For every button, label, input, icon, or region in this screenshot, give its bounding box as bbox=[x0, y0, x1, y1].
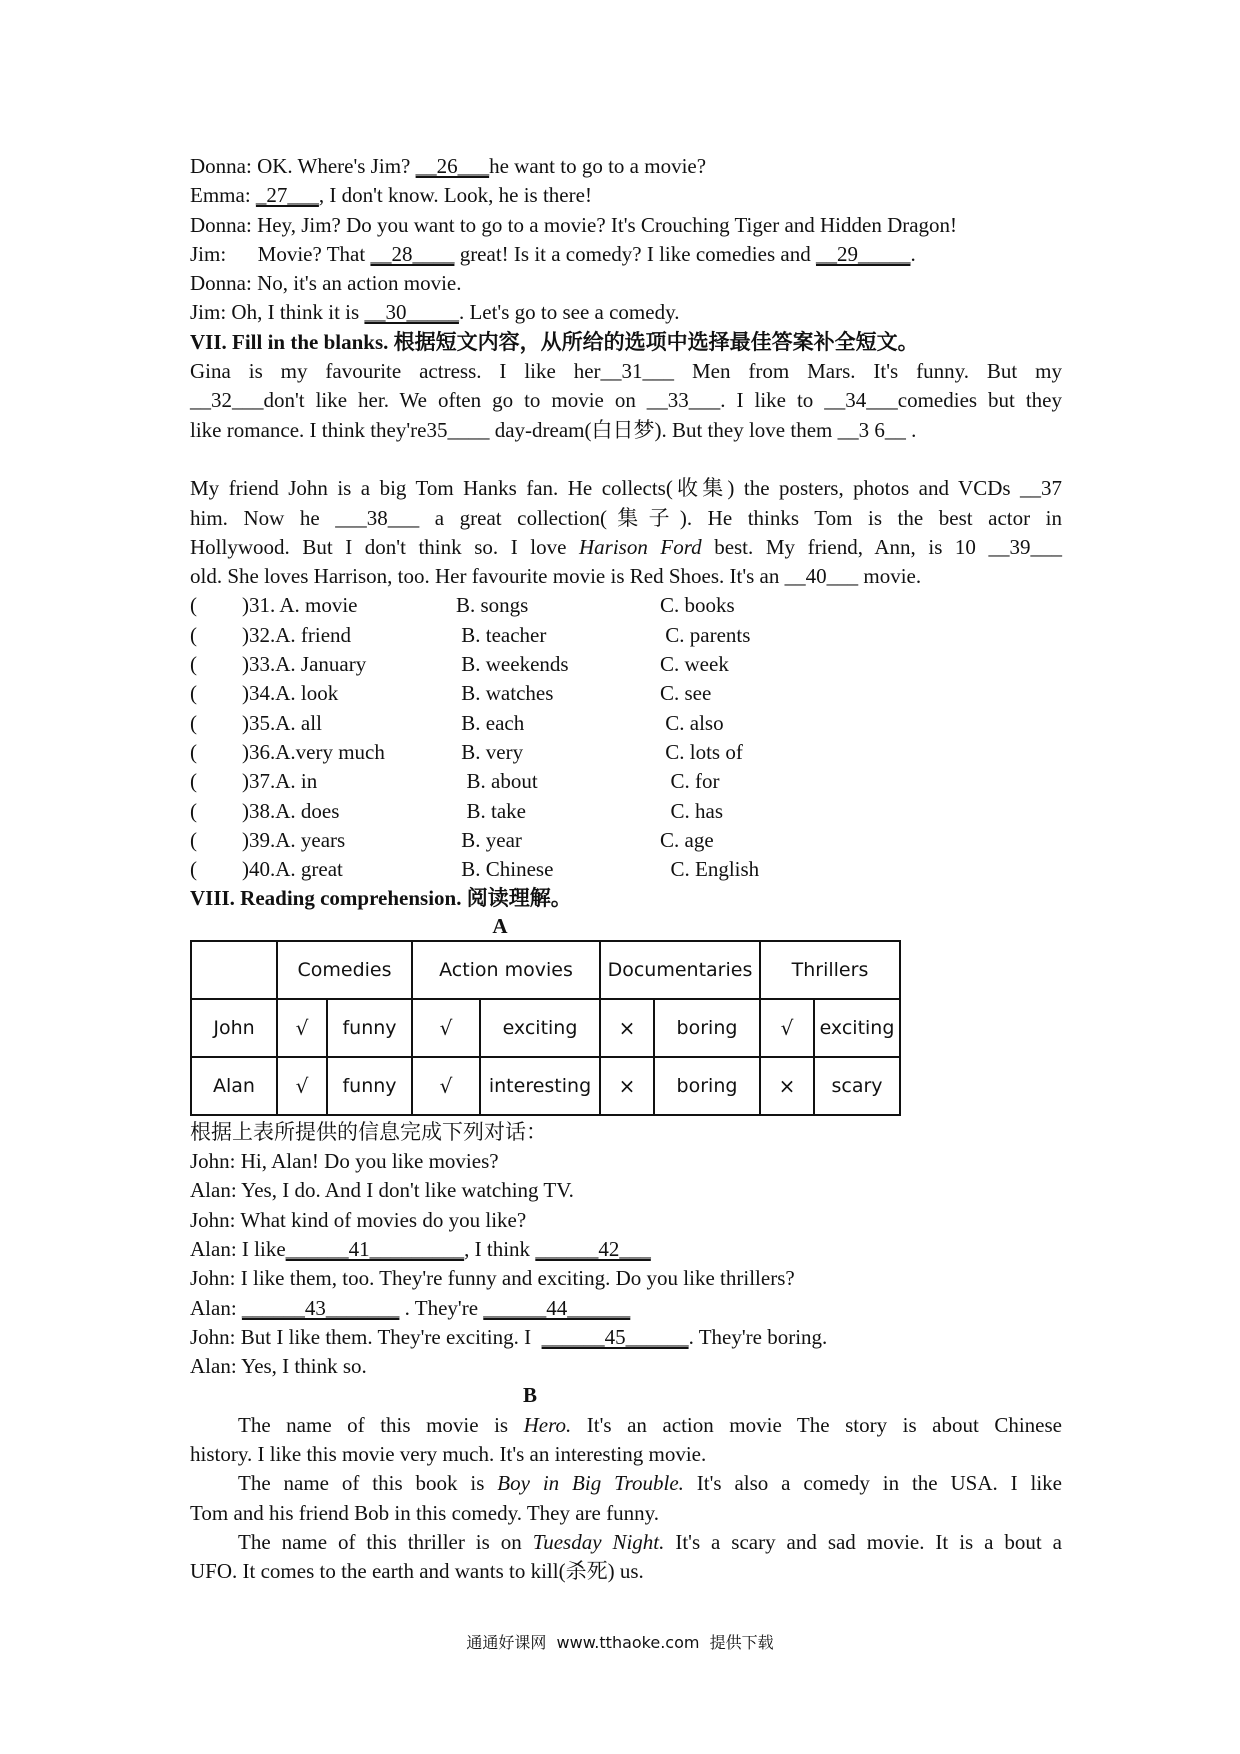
passage-line: old. She loves Harrison, too. Her favourite movie is Red Shoes. It's an __40___ movie. bbox=[190, 564, 922, 589]
option-row: ( )36.A.very much B. very C. lots of bbox=[190, 739, 743, 764]
page-footer: 通通好课网 www.tthaoke.com 提供下载 bbox=[466, 1633, 774, 1652]
table-cell: × bbox=[600, 1057, 654, 1115]
passage-line: like romance. I think they're35____ day-dream(白日梦). But they love them __3 6__ . bbox=[190, 417, 917, 442]
table-cell: √ bbox=[760, 999, 814, 1057]
option-row: ( )32.A. friend B. teacher C. parents bbox=[190, 622, 751, 647]
blank-26: __26___ bbox=[415, 154, 490, 178]
blank-30: __30_____ bbox=[364, 300, 459, 325]
option-row: ( )37.A. in B. about C. for bbox=[190, 769, 720, 794]
table-cell: exciting bbox=[480, 999, 600, 1057]
dialogue-line: John: I like them, too. They're funny and exciting. Do you like thrillers? bbox=[190, 1266, 795, 1291]
passage-line: Tom and his friend Bob in this comedy. They are funny. bbox=[190, 1500, 659, 1525]
passage-line: The name of this movie is Hero. It's an action movie The story is about Chinese bbox=[238, 1412, 1062, 1437]
passage-line: My friend John is a big Tom Hanks fan. He collects(收集) the posters, photos and VCDs __37 bbox=[190, 476, 1062, 501]
dialogue-line: Emma: _27___, I don't know. Look, he is there! bbox=[190, 183, 592, 208]
dialogue-block bbox=[190, 152, 1062, 328]
table-cell: √ bbox=[412, 1057, 480, 1115]
blank-42: ______42___ bbox=[535, 1236, 651, 1261]
table-cell: × bbox=[760, 1057, 814, 1115]
passage-line: The name of this book is Boy in Big Trouble. It's also a comedy in the USA. I like bbox=[238, 1471, 1063, 1496]
table-cell-name: Alan bbox=[191, 1057, 277, 1115]
dialogue-line: John: What kind of movies do you like? bbox=[190, 1207, 527, 1232]
table-cell: funny bbox=[327, 999, 412, 1057]
spacer bbox=[190, 445, 1062, 474]
option-row: ( )35.A. all B. each C. also bbox=[190, 710, 724, 735]
passage-line: Hollywood. But I don't think so. I love Harison Ford best. My friend, Ann, is 10 __39___ bbox=[190, 534, 1062, 559]
option-row: ( )38.A. does B. take C. has bbox=[190, 798, 723, 823]
dialogue-line: Alan: Yes, I do. And I don't like watching TV. bbox=[190, 1178, 574, 1203]
table-header-cell: Documentaries bbox=[600, 941, 760, 999]
passage-line: history. I like this movie very much. It's an interesting movie. bbox=[190, 1441, 707, 1466]
instruction-text: 根据上表所提供的信息完成下列对话： bbox=[190, 1119, 547, 1144]
dialogue-line: John: But I like them. They're exciting. I ______45______. They're boring. bbox=[190, 1324, 828, 1349]
dialogue-line: Jim: Movie? That __28____ great! Is it a comedy? I like comedies and __29_____. bbox=[190, 241, 916, 266]
passage-line: Gina is my favourite actress. I like her__31___ Men from Mars. It's funny. But my bbox=[190, 359, 1062, 384]
movie-preferences-table bbox=[190, 940, 901, 1116]
dialogue-line: Donna: No, it's an action movie. bbox=[190, 271, 462, 296]
table-cell: √ bbox=[412, 999, 480, 1057]
dialogue-line: Donna: OK. Where's Jim? __26___he want to go to a movie? bbox=[190, 154, 707, 178]
table-header-cell bbox=[191, 941, 277, 999]
table-cell: √ bbox=[277, 1057, 327, 1115]
table-header-cell: Comedies bbox=[277, 941, 412, 999]
table-cell: √ bbox=[277, 999, 327, 1057]
dialogue-line: John: Hi, Alan! Do you like movies? bbox=[190, 1149, 499, 1174]
table-cell: interesting bbox=[480, 1057, 600, 1115]
table-cell: × bbox=[600, 999, 654, 1057]
part-a-label: A bbox=[492, 913, 508, 938]
section-heading-vii: VII. Fill in the blanks. 根据短文内容，从所给的选项中选择最佳答案补全短文。 bbox=[190, 329, 919, 354]
table-cell: boring bbox=[654, 1057, 760, 1115]
blank-45: ______45______ bbox=[541, 1324, 689, 1349]
table-cell: funny bbox=[327, 1057, 412, 1115]
dialogue-line: Donna: Hey, Jim? Do you want to go to a movie? It's Crouching Tiger and Hidden Dragon! bbox=[190, 212, 958, 237]
dialogue-line: Alan: Yes, I think so. bbox=[190, 1354, 367, 1379]
passage-line: __32___don't like her. We often go to movie on __33___. I like to __34___comedies but they bbox=[190, 388, 1062, 413]
table-header-cell: Action movies bbox=[412, 941, 600, 999]
table-header-row bbox=[191, 941, 900, 999]
document-page bbox=[190, 152, 1062, 1586]
option-row: ( )33.A. January B. weekends C. week bbox=[190, 652, 729, 677]
passage-line: The name of this thriller is on Tuesday Night. It's a scary and sad movie. It is a bout a bbox=[238, 1529, 1062, 1554]
passage-line: UFO. It comes to the earth and wants to kill(杀死) us. bbox=[190, 1559, 644, 1584]
option-row: ( )39.A. years B. year C. age bbox=[190, 827, 714, 852]
table-header-cell: Thrillers bbox=[760, 941, 900, 999]
passage-line: him. Now he ___38___ a great collection(集子). He thinks Tom is the best actor in bbox=[190, 505, 1062, 530]
dialogue-line: Alan: ______43_______ . They're ______44______ bbox=[190, 1295, 631, 1320]
options-list bbox=[190, 591, 1062, 884]
table-cell: boring bbox=[654, 999, 760, 1057]
blank-43: ______43_______ bbox=[241, 1295, 400, 1320]
dialogue-line: Jim: Oh, I think it is __30_____. Let's go to see a comedy. bbox=[190, 300, 680, 325]
blank-44: ______44______ bbox=[483, 1295, 631, 1320]
table-cell: scary bbox=[814, 1057, 900, 1115]
blank-29: __29_____ bbox=[815, 241, 911, 266]
option-row: ( )34.A. look B. watches C. see bbox=[190, 681, 712, 706]
table-cell: exciting bbox=[814, 999, 900, 1057]
blank-27: _27___ bbox=[255, 183, 319, 208]
part-b-label: B bbox=[522, 1383, 537, 1408]
table-row bbox=[191, 999, 900, 1057]
table-row bbox=[191, 1057, 900, 1115]
dialogue-line: Alan: I like______41_________, I think ______42___ bbox=[190, 1236, 651, 1261]
table-cell-name: John bbox=[191, 999, 277, 1057]
option-row: ( )40.A. great B. Chinese C. English bbox=[190, 857, 760, 882]
option-row: ( )31. A. movie B. songs C. books bbox=[190, 593, 735, 618]
blank-28: __28____ bbox=[370, 241, 455, 266]
blank-41: ______41_________ bbox=[285, 1236, 465, 1261]
section-heading-viii: VIII. Reading comprehension. 阅读理解。 bbox=[190, 886, 572, 911]
